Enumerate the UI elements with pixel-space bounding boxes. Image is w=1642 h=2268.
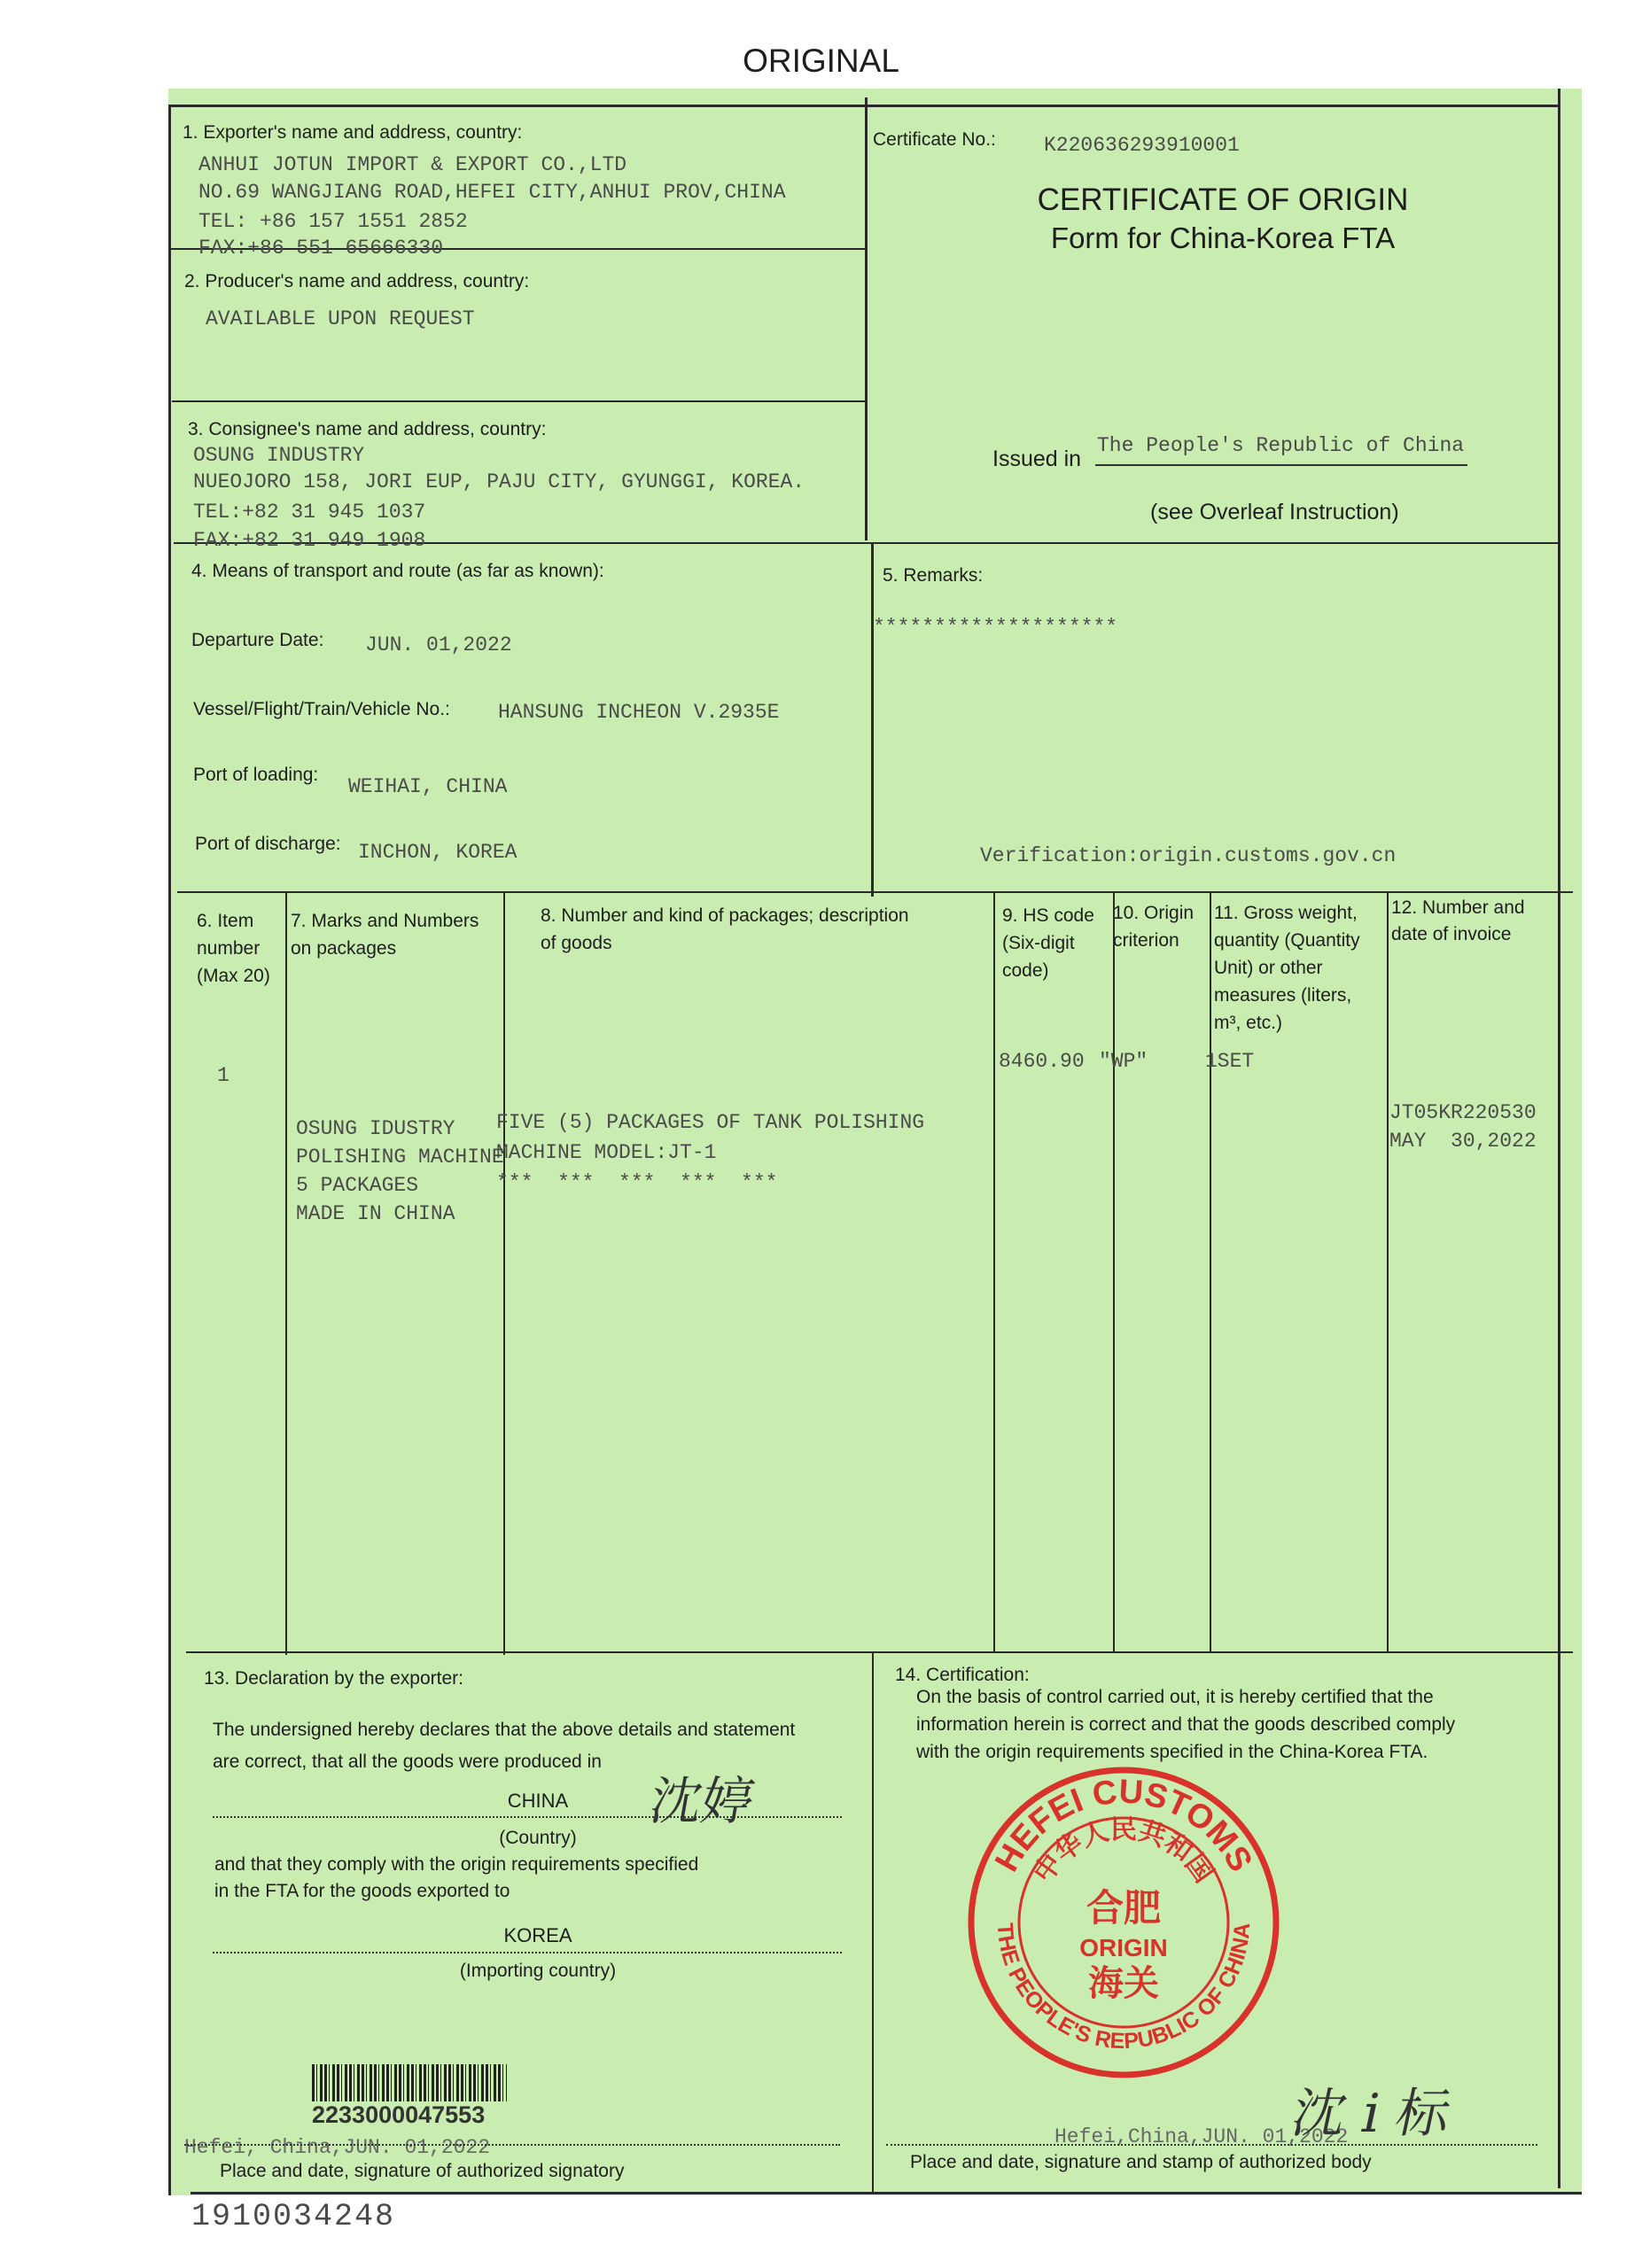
certificate-title: CERTIFICATE OF ORIGIN xyxy=(1037,183,1409,217)
box13-label: 13. Declaration by the exporter: xyxy=(204,1668,463,1689)
box2-label: 2. Producer's name and address, country: xyxy=(184,271,530,291)
declaration-text-2: and that they comply with the origin requirements specified in the FTA for the goods exported to xyxy=(214,1854,699,1901)
box1-label: 1. Exporter's name and address, country: xyxy=(183,122,523,143)
header-item: 6. Item number (Max 20) xyxy=(197,911,270,986)
row-gross-weight: 1SET xyxy=(1205,1050,1255,1073)
consignee-line: NUEOJORO 158, JORI EUP, PAJU CITY, GYUNGGI, KOREA. xyxy=(193,470,805,493)
header-invoice: 12. Number and date of invoice xyxy=(1391,897,1525,944)
stamp-inner-text: 中华人民共和国 xyxy=(1028,1814,1219,1889)
row-origin-criterion: "WP" xyxy=(1099,1050,1148,1073)
consignee-line: FAX:+82 31 949 1908 xyxy=(193,529,426,552)
consignee-line: TEL:+82 31 945 1037 xyxy=(193,501,426,524)
declaration-text: The undersigned hereby declares that the above details and statement are correct, that all the goods were produced in xyxy=(213,1720,796,1772)
row-item-number: 1 xyxy=(217,1064,230,1087)
authority-place-caption: Place and date, signature and stamp of authorized body xyxy=(910,2152,1372,2172)
barcode xyxy=(312,2064,507,2101)
stamp-center-customs: 海关 xyxy=(1088,1963,1159,2004)
row-hs-code: 8460.90 xyxy=(999,1050,1085,1073)
box4-label: 4. Means of transport and route (as far as known): xyxy=(191,561,604,581)
barcode-number: 2233000047553 xyxy=(312,2101,486,2128)
loading-value: WEIHAI, CHINA xyxy=(348,775,508,798)
exporter-place-caption: Place and date, signature of authorized signatory xyxy=(220,2161,625,2181)
header-description: 8. Number and kind of packages; description of goods xyxy=(541,905,909,953)
header-origin-criterion: 10. Origin criterion xyxy=(1113,903,1195,951)
serial-number: 1910034248 xyxy=(191,2199,396,2234)
consignee-line: OSUNG INDUSTRY xyxy=(193,444,365,467)
issued-in-value: The People's Republic of China xyxy=(1097,434,1465,457)
issued-in-label: Issued in xyxy=(992,447,1082,471)
certification-text: On the basis of control carried out, it is hereby certified that the information herein is correct and that the goods described comply with the origin requirements specified in the China-Korea FTA. xyxy=(916,1687,1456,1762)
remarks-stars: ******************** xyxy=(873,616,1118,639)
certificate-subtitle: Form for China-Korea FTA xyxy=(1050,221,1396,254)
header-marks: 7. Marks and Numbers on packages xyxy=(291,911,479,959)
vessel-value: HANSUNG INCHEON V.2935E xyxy=(498,701,780,724)
country-caption: (Country) xyxy=(499,1828,577,1848)
certificate-no-value: K220636293910001 xyxy=(1044,134,1240,157)
exporter-line: ANHUI JOTUN IMPORT & EXPORT CO.,LTD xyxy=(198,153,627,176)
row-description: FIVE (5) PACKAGES OF TANK POLISHING MACHINE MODEL:JT-1 *** *** *** *** *** xyxy=(496,1111,925,1194)
header-hs-code: 9. HS code (Six-digit code) xyxy=(1002,905,1094,981)
box3-label: 3. Consignee's name and address, country: xyxy=(188,419,547,439)
stamp-top-text: HEFEI CUSTOMS xyxy=(988,1773,1259,1878)
exporter-line: NO.69 WANGJIANG ROAD,HEFEI CITY,ANHUI PROV,CHINA xyxy=(198,181,786,204)
departure-label: Departure Date: xyxy=(191,630,324,650)
stamp-center-city: 合肥 xyxy=(1086,1886,1162,1930)
stamp-bottom-text: THE PEOPLE'S REPUBLIC OF CHINA xyxy=(992,1922,1256,2054)
row-invoice: JT05KR220530 MAY 30,2022 xyxy=(1389,1101,1537,1153)
departure-value: JUN. 01,2022 xyxy=(365,633,512,656)
importing-country-caption: (Importing country) xyxy=(459,1961,617,1981)
box14-label: 14. Certification: xyxy=(895,1665,1030,1685)
exporter-line: FAX:+86 551 65666330 xyxy=(198,237,444,260)
document-title: ORIGINAL xyxy=(743,43,899,79)
discharge-value: INCHON, KOREA xyxy=(358,841,518,864)
producer-value: AVAILABLE UPON REQUEST xyxy=(206,307,475,330)
exporter-place-date: Hefei, China,JUN. 01,2022 xyxy=(184,2136,491,2159)
authority-place-date: Hefei,China,JUN. 01,2022 xyxy=(1054,2125,1349,2148)
authority-signature: 沈 i 标 xyxy=(1286,2083,1457,2145)
vessel-label: Vessel/Flight/Train/Vehicle No.: xyxy=(193,699,450,719)
certificate-no-label: Certificate No.: xyxy=(873,129,996,150)
stamp-center-origin: ORIGIN xyxy=(1079,1934,1168,1961)
box5-label: 5. Remarks: xyxy=(883,565,984,586)
importing-country-value: KOREA xyxy=(503,1924,572,1946)
customs-stamp xyxy=(964,1763,1283,2082)
loading-label: Port of loading: xyxy=(193,765,319,785)
exporter-line: TEL: +86 157 1551 2852 xyxy=(198,210,468,233)
country-value: CHINA xyxy=(507,1790,569,1812)
header-gross-weight: 11. Gross weight, quantity (Quantity Unit) or other measures (liters, m³, etc.) xyxy=(1214,903,1360,1033)
verification-text: Verification:origin.customs.gov.cn xyxy=(980,844,1397,867)
exporter-signature: 沈婷 xyxy=(645,1771,759,1831)
row-marks: OSUNG IDUSTRY POLISHING MACHINE 5 PACKAGES MADE IN CHINA xyxy=(296,1117,504,1225)
discharge-label: Port of discharge: xyxy=(195,834,341,854)
overleaf-instruction: (see Overleaf Instruction) xyxy=(1150,500,1399,524)
